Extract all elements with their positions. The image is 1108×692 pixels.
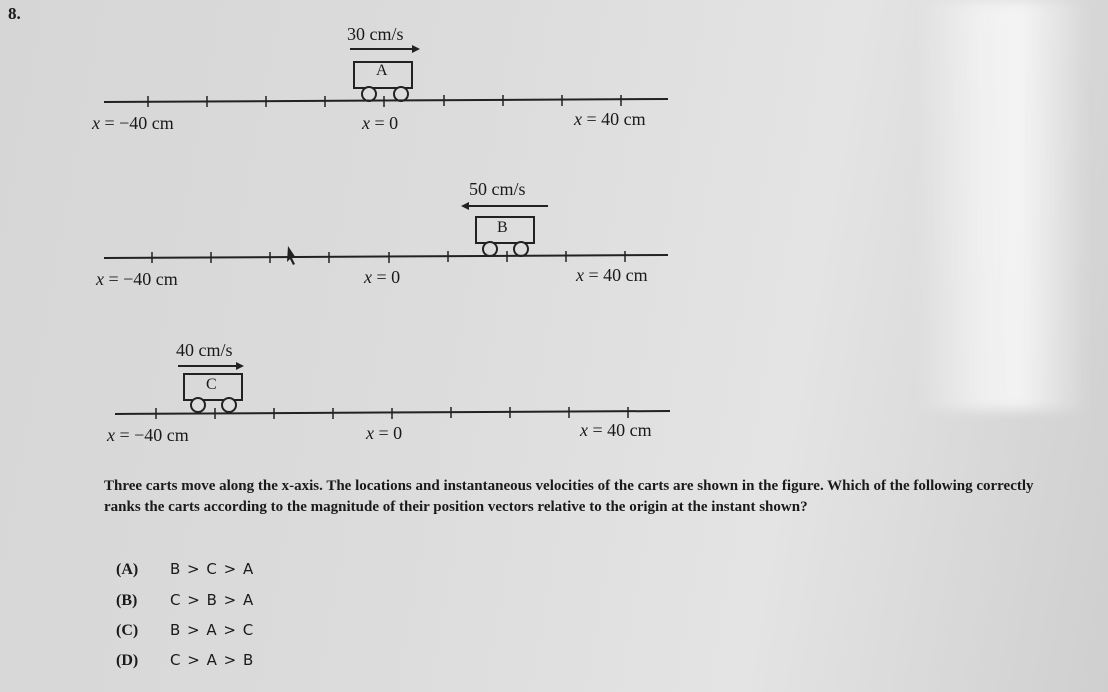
speed-label-b: 50 cm/s: [469, 179, 526, 199]
cart-b-wheel-left: [483, 242, 497, 256]
question-text: Three carts move along the x-axis. The locations and instantaneous velocities of the carts are shown in the figure. Which of the following correctly ranks the carts according to the magnitude of their position vectors relative to the origin at the instant shown?: [104, 478, 1034, 515]
cart-a-wheel-left: [362, 87, 376, 101]
option-a[interactable]: (A) B > C > A: [116, 560, 255, 578]
axis-b-left-label: x = −40 cm: [96, 269, 178, 289]
option-b[interactable]: (B) C > B > A: [116, 591, 255, 609]
axis-c-origin-label: x = 0: [366, 423, 403, 443]
problem-number: 8.: [8, 4, 21, 23]
cart-c-wheel-right: [222, 398, 236, 412]
cart-a-letter: A: [376, 62, 388, 79]
cart-c-wheel-left: [191, 398, 205, 412]
cart-c-letter: C: [206, 376, 217, 393]
axis-a-right-label: x = 40 cm: [574, 109, 646, 129]
axis-b: [104, 255, 668, 258]
figure-b: [104, 202, 668, 265]
axis-c-right-label: x = 40 cm: [580, 420, 652, 440]
option-d[interactable]: (D) C > A > B: [116, 651, 255, 669]
cart-b-letter: B: [497, 219, 508, 236]
speed-label-a: 30 cm/s: [347, 24, 404, 44]
axis-c-left-label: x = −40 cm: [107, 425, 189, 445]
cart-a-wheel-right: [394, 87, 408, 101]
speed-label-c: 40 cm/s: [176, 340, 233, 360]
axis-a-left-label: x = −40 cm: [92, 113, 174, 133]
axis-b-origin-label: x = 0: [364, 267, 401, 287]
option-c[interactable]: (C) B > A > C: [116, 621, 255, 639]
cursor-icon: [287, 246, 296, 265]
figure-c: [115, 362, 670, 419]
axis-a-origin-label: x = 0: [362, 113, 399, 133]
axis-a: [104, 99, 668, 102]
cart-b-wheel-right: [514, 242, 528, 256]
axis-b-right-label: x = 40 cm: [576, 265, 648, 285]
